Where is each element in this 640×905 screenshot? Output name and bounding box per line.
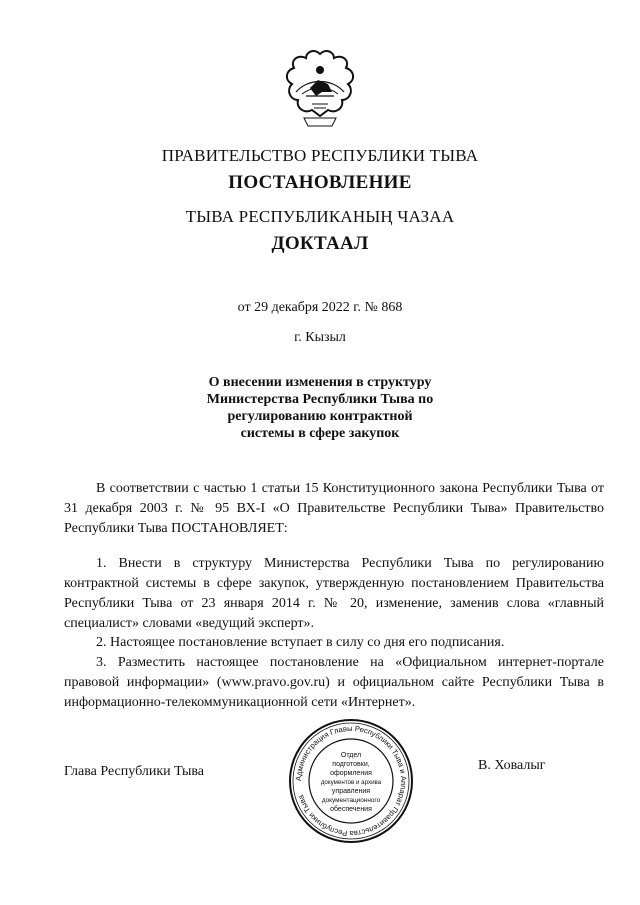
item-3: 3. Разместить настоящее постановление на «Официальном интернет-портале правовой информации» (www.pravo.gov.ru) и официальном сайте Республики Тыва в информационно-телекоммуникационной сети «Интернет». [64,655,604,710]
stamp-line-4: документов и архива [320,779,382,786]
tuva-coat-of-arms-icon [282,48,358,136]
stamp-line-5: управления [331,788,371,795]
stamp-line-3: оформления [330,770,372,777]
document-type: ПОСТАНОВЛЕНИЕ [228,172,412,193]
item-1: 1. Внести в структуру Министерства Республики Тыва по регулированию контрактной системы в сфере закупок, утвержденную постановлением Правительства Республики Тыва от 23 января 2014 г. № 20, изменение, заменив слова «главный специалист» словами «ведущий эксперт». [64,556,604,631]
document-type-tuvan: ДОКТААЛ [271,233,369,254]
city: г. Кызыл [294,330,346,345]
government-name: ПРАВИТЕЛЬСТВО РЕСПУБЛИКИ ТЫВА [161,146,479,165]
title-line-4: системы в сфере закупок [240,426,400,441]
title-line-2: Министерства Республики Тыва по [206,392,434,407]
title-line-1: О внесении изменения в структуру [208,375,432,390]
date-and-number: от 29 декабря 2022 г. № 868 [237,300,403,315]
stamp-line-1: Отдел [340,752,362,759]
official-stamp [287,717,415,845]
government-name-tuvan: ТЫВА РЕСПУБЛИКАНЫҢ ЧАЗАА [185,207,455,226]
signer-position: Глава Республики Тыва [64,764,205,779]
intro-paragraph: В соответствии с частью 1 статьи 15 Конституционного закона Республики Тыва от 31 декабря 2003 г. № 95 ВХ-I «О Правительстве Республики Тыва» Правительство Республики Тыва ПОСТАНОВЛЯЕТ: [64,481,604,536]
title-line-3: регулированию контрактной [227,409,413,424]
stamp-line-6: документационного [321,797,381,804]
stamp-ring-text: Администрация Главы Республики Тыва и Аппарат Правительства Республики Тыва [293,723,409,839]
stamp-line-2: подготовки, [332,761,370,768]
item-2: 2. Настоящее постановление вступает в силу со дня его подписания. [96,635,505,650]
document-title [170,374,470,442]
stamp-line-7: обеспечения [330,806,372,813]
signer-name: В. Ховалыг [478,758,546,773]
